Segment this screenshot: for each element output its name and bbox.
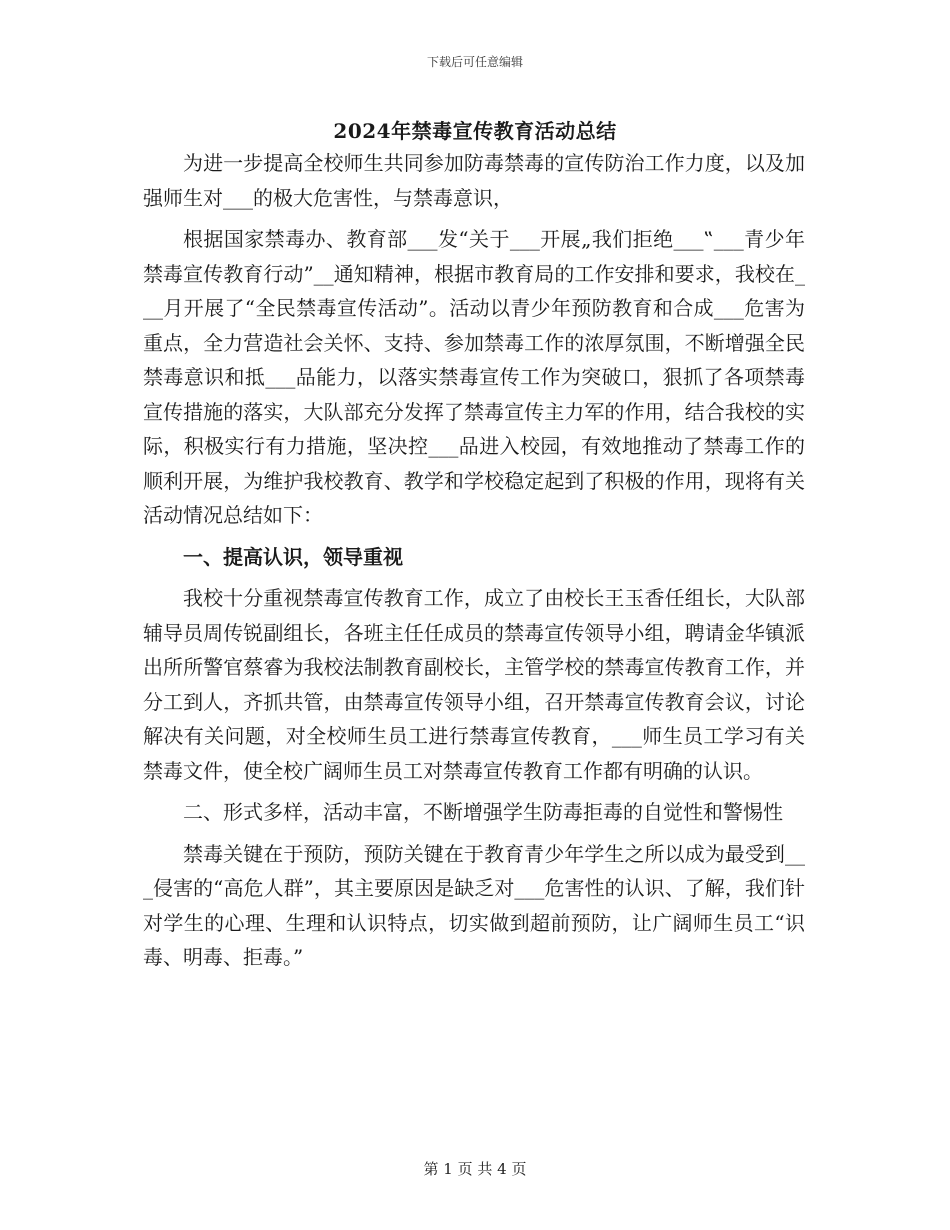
section-2-heading: 二、形式多样，活动丰富，不断增强学生防毒拒毒的自觉性和警惕性 xyxy=(183,800,783,824)
page-footer: 第 1 页 共 4 页 xyxy=(423,1160,527,1178)
section-1-heading: 一、提高认识，领导重视 xyxy=(183,544,403,569)
header-note: 下载后可任意编辑 xyxy=(426,55,523,69)
document-body xyxy=(143,146,805,975)
section-1-paragraph: 我校十分重视禁毒宣传教育工作，成立了由校长王玉香任组长，大队部辅导员周传锐副组长，各班主任任成员的禁毒宣传领导小组，聘请金华镇派出所所警官蔡睿为我校法制教育副校长，主管学校的禁毒宣传教育工作，并分工到人，齐抓共管，由禁毒宣传领导小组，召开禁毒宣传教育会议，讨论解决有关问题，对全校师生员工进行禁毒宣传教育，___师生员工学习有关禁毒文件，使全校广阔师生员工对禁毒宣传教育工作都有明确的认识。 xyxy=(143,586,805,783)
background-paragraph: 根据国家禁毒办、教育部___发“关于___开展„我们拒绝___‟___青少年禁毒宣传教育行动”__通知精神，根据市教育局的工作安排和要求，我校在___月开展了“全民禁毒宣传活动”。活动以青少年预防教育和合成___危害为重点，全力营造社会关怀、支持、参加禁毒工作的浓厚氛围，不断增强全民禁毒意识和抵___品能力，以落实禁毒宣传工作为突破口，狠抓了各项禁毒宣传措施的落实，大队部充分发挥了禁毒宣传主力军的作用，结合我校的实际，积极实行有力措施，坚决控___品进入校园，有效地推动了禁毒工作的顺利开展，为维护我校教育、教学和学校稳定起到了积极的作用，现将有关活动情况总结如下： xyxy=(143,227,805,527)
document-title: 2024年禁毒宣传教育活动总结 xyxy=(333,119,617,143)
section-2-paragraph: 禁毒关键在于预防，预防关键在于教育青少年学生之所以成为最受到___侵害的“高危人群”，其主要原因是缺乏对___危害性的认识、了解，我们针对学生的心理、生理和认识特点，切实做到超前预防，让广阔师生员工“识毒、明毒、拒毒。” xyxy=(143,841,805,969)
intro-paragraph: 为进一步提高全校师生共同参加防毒禁毒的宣传防治工作力度，以及加强师生对___的极大危害性，与禁毒意识， xyxy=(143,151,805,210)
